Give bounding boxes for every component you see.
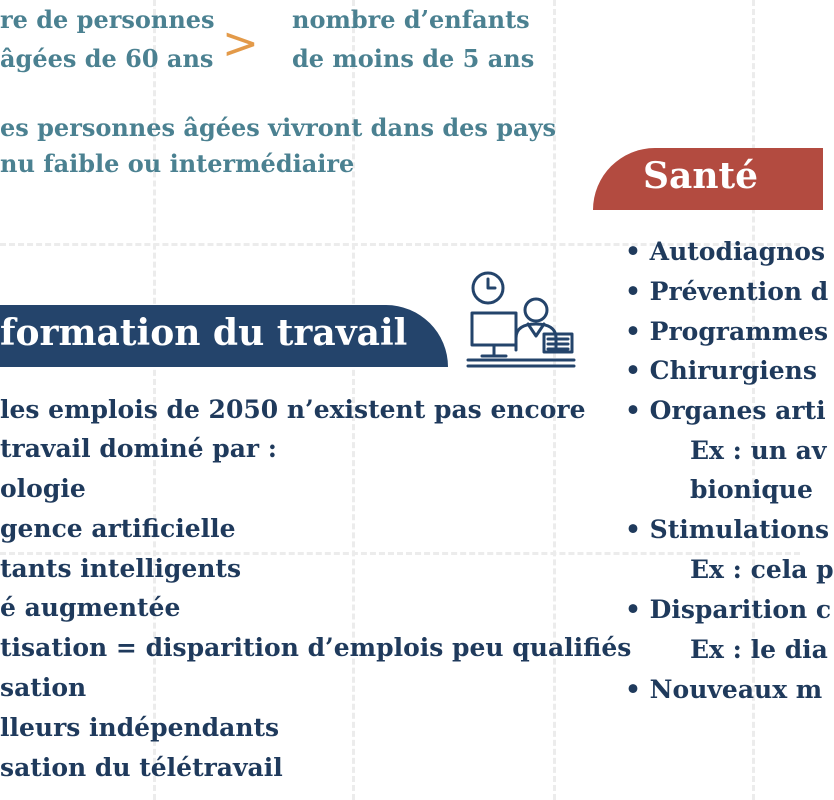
stat-right-line-2: de moins de 5 ans: [292, 44, 535, 73]
sante-item: • Autodiagnos: [625, 237, 826, 266]
work-item: gence artificielle: [0, 514, 236, 543]
sante-item: • Nouveaux m: [625, 675, 823, 704]
sante-item: • Organes arti: [625, 396, 826, 425]
work-item: é augmentée: [0, 593, 181, 622]
work-item: sation: [0, 673, 87, 702]
sante-example: Ex : le dia: [690, 635, 828, 664]
work-item: lleurs indépendants: [0, 713, 280, 742]
stat-left-line-2: âgées de 60 ans: [0, 44, 214, 73]
sante-example: bionique: [690, 475, 813, 504]
sante-item: • Disparition c: [625, 595, 832, 624]
work-item: ologie: [0, 474, 86, 503]
sante-title: Santé: [643, 155, 759, 197]
greater-than-symbol: >: [222, 18, 259, 69]
work-item: tants intelligents: [0, 554, 242, 583]
work-item: les emplois de 2050 n’existent pas encore: [0, 395, 586, 424]
worker-desk-clock-icon: [466, 268, 576, 374]
stat-right-line-1: nombre d’enfants: [292, 5, 530, 34]
sante-item: • Stimulations: [625, 515, 830, 544]
stat-left-line-1: re de personnes: [0, 5, 215, 34]
stat-line-4: nu faible ou intermédiaire: [0, 149, 355, 178]
work-item: travail dominé par :: [0, 434, 278, 463]
work-title: formation du travail: [0, 312, 408, 354]
sante-example: Ex : un av: [690, 436, 827, 465]
stat-line-3: es personnes âgées vivront dans des pays: [0, 113, 557, 142]
sante-item: • Chirurgiens: [625, 356, 817, 385]
sante-item: • Programmes: [625, 317, 829, 346]
work-item: sation du télétravail: [0, 753, 283, 782]
sante-example: Ex : cela p: [690, 555, 834, 584]
sante-item: • Prévention d: [625, 277, 829, 306]
work-item: tisation = disparition d’emplois peu qualifiés: [0, 633, 632, 662]
